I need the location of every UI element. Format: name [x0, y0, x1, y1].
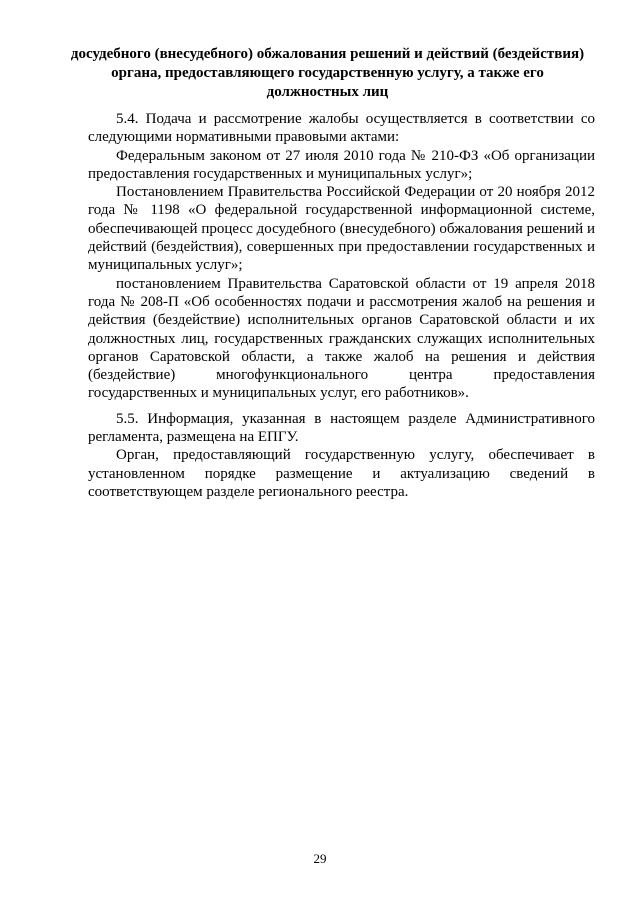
heading-line-1: досудебного (внесудебного) обжалования решений и действий (бездействия) — [70, 46, 585, 62]
page-number: 29 — [313, 851, 327, 866]
paragraph-registry-publication: Орган, предоставляющий государственную услугу, обеспечивает в установленном порядке размещение и актуализацию сведений в соответствующем разделе регионального реестра. — [88, 447, 595, 500]
paragraph-5-5: 5.5. Информация, указанная в настоящем разделе Административного регламента, размещена на ЕПГУ. — [88, 410, 595, 446]
paragraph-saratov-decree-208: постановлением Правительства Саратовской области от 19 апреля 2018 года № 208-П «Об особенностях подачи и рассмотрения жалоб на решения и действия (бездействие) исполнительных органов Саратовской области и их должностных лиц, государственных гражданских служащих исполнительных органов Саратовской области, а также жалоб на решения и действия (бездействие) многофункционального центра предоставления государственных и муниципальных услуг, его работников». — [88, 275, 595, 402]
paragraph-federal-law-210: Федеральным законом от 27 июля 2010 года № 210-ФЗ «Об организации предоставления государственных и муниципальных услуг»; — [88, 147, 595, 182]
heading-line-3: должностных лиц — [266, 84, 389, 100]
heading-line-2: органа, предоставляющего государственную услугу, а также его — [111, 65, 544, 81]
paragraph-5-4: 5.4. Подача и рассмотрение жалобы осуществляется в соответствии со следующими нормативными правовыми актами: — [88, 111, 595, 146]
paragraph-government-decree-1198: Постановлением Правительства Российской Федерации от 20 ноября 2012 года № 1198 «О федеральной государственной информационной системе, обеспечивающей процесс досудебного (внесудебного) обжалования решений и действий (бездействия), совершенных при предоставлении государственных и муниципальных услуг»; — [88, 184, 595, 274]
section-heading — [60, 45, 595, 102]
body-text — [88, 110, 595, 501]
